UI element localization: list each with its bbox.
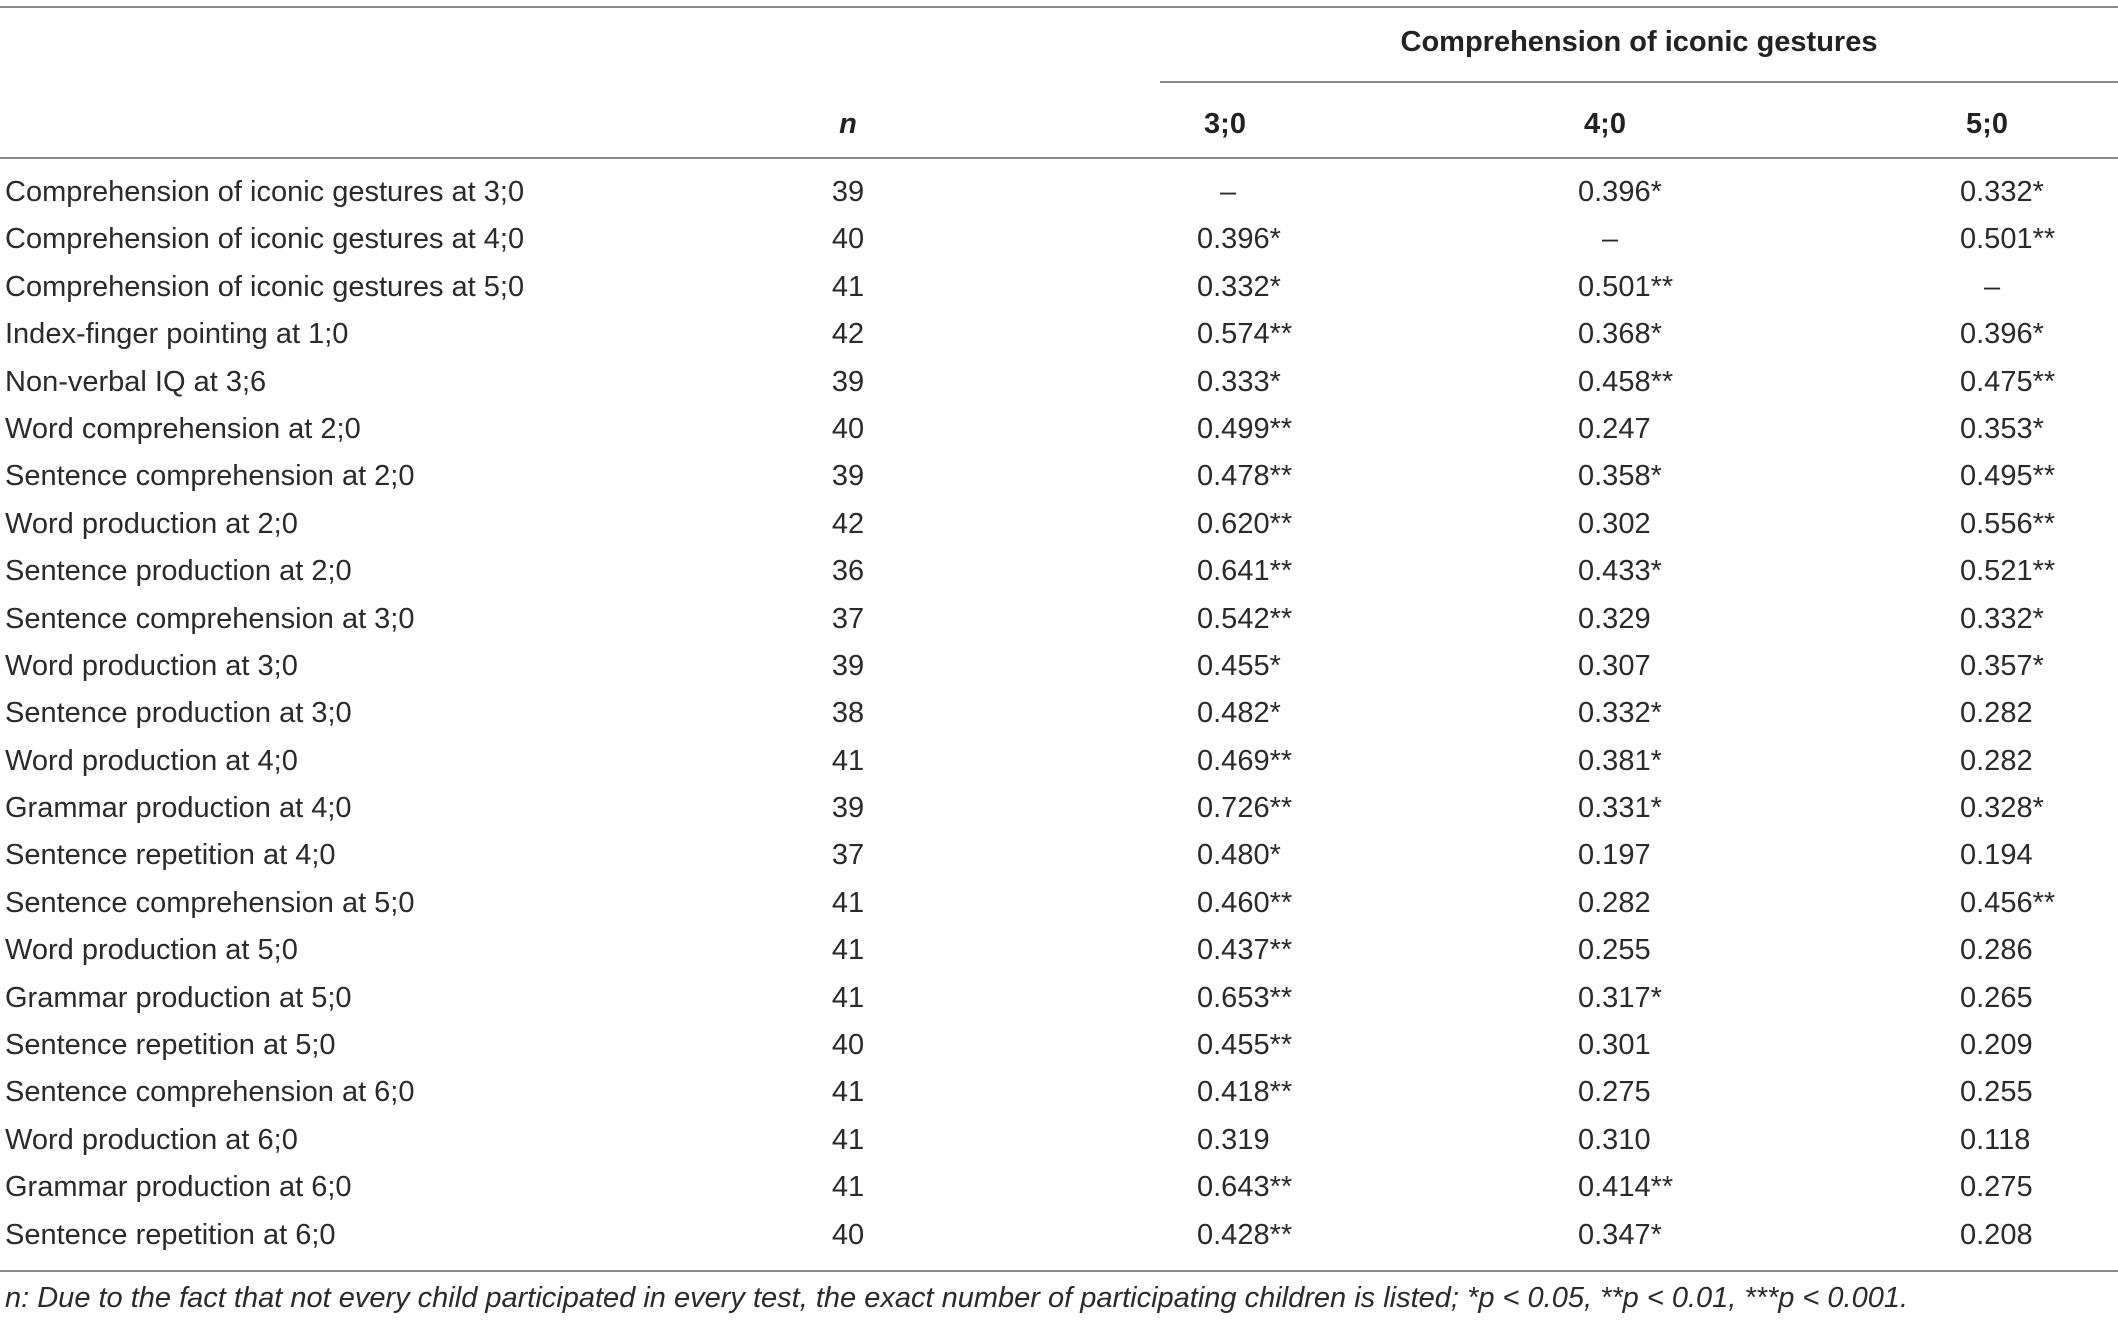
row-n-value: 41 [831, 270, 865, 303]
correlation-cell: 0.194 [1960, 839, 2033, 872]
row-label: Grammar production at 4;0 [5, 792, 352, 825]
row-n-value: 42 [831, 507, 865, 540]
table-top-rule [0, 6, 2118, 8]
correlation-cell: 0.437** [1197, 934, 1293, 967]
row-n-value: 40 [831, 412, 865, 445]
group-header: Comprehension of iconic gestures [1400, 26, 1878, 58]
correlation-cell: 0.368* [1578, 318, 1662, 351]
header-bottom-rule [0, 157, 2118, 159]
row-label: Grammar production at 5;0 [5, 981, 352, 1014]
correlation-cell: 0.319 [1197, 1123, 1270, 1156]
row-n-value: 39 [831, 792, 865, 825]
correlation-cell: 0.620** [1197, 507, 1293, 540]
row-n-value: 39 [831, 176, 865, 208]
row-n-value: 41 [831, 934, 865, 967]
row-n-value: 37 [831, 602, 865, 635]
correlation-cell: 0.275 [1960, 1171, 2033, 1204]
row-n-value: 39 [831, 460, 865, 493]
row-label: Word production at 5;0 [5, 934, 298, 967]
correlation-cell: 0.396* [1578, 176, 1662, 208]
correlation-cell: 0.332* [1578, 697, 1662, 730]
correlation-cell: 0.255 [1960, 1076, 2033, 1109]
table-row [0, 738, 2118, 785]
correlation-cell: 0.478** [1197, 460, 1293, 493]
row-n-value: 40 [831, 1218, 865, 1251]
table-row [0, 785, 2118, 832]
correlation-cell: 0.208 [1960, 1218, 2033, 1251]
row-label: Comprehension of iconic gestures at 3;0 [5, 176, 525, 208]
table-row [0, 406, 2118, 453]
row-n-value: 41 [831, 1171, 865, 1204]
correlation-cell: 0.329 [1578, 602, 1651, 635]
correlation-cell: 0.396* [1960, 318, 2044, 351]
table-row [0, 548, 2118, 595]
correlation-cell: 0.643** [1197, 1171, 1293, 1204]
correlation-cell: 0.265 [1960, 981, 2033, 1014]
column-header-5-0: 5;0 [1966, 108, 2008, 140]
correlation-cell: 0.414** [1578, 1171, 1674, 1204]
correlation-cell: 0.282 [1960, 697, 2033, 730]
correlation-cell: 0.197 [1578, 839, 1651, 872]
correlation-cell: 0.428** [1197, 1218, 1293, 1251]
correlation-cell: 0.521** [1960, 555, 2056, 588]
column-header-n: n [839, 108, 857, 140]
correlation-cell: 0.574** [1197, 318, 1293, 351]
table-row [0, 1212, 2118, 1259]
row-label: Grammar production at 6;0 [5, 1171, 352, 1204]
correlation-cell: 0.247 [1578, 412, 1651, 445]
correlation-cell: 0.353* [1960, 412, 2044, 445]
row-label: Word production at 4;0 [5, 744, 298, 777]
correlation-cell: 0.482* [1197, 697, 1281, 730]
row-label: Comprehension of iconic gestures at 4;0 [5, 223, 525, 256]
table-row [0, 1164, 2118, 1211]
table-row [0, 1117, 2118, 1164]
correlation-cell: 0.332* [1960, 602, 2044, 635]
row-label: Word comprehension at 2;0 [5, 412, 361, 445]
row-n-value: 41 [831, 1123, 865, 1156]
correlation-cell: 0.542** [1197, 602, 1293, 635]
table-row [0, 453, 2118, 500]
correlation-cell: 0.317* [1578, 981, 1662, 1014]
correlation-cell: 0.455** [1197, 1029, 1293, 1062]
row-label: Sentence repetition at 5;0 [5, 1029, 336, 1062]
correlation-cell: 0.495** [1960, 460, 2056, 493]
row-label: Word production at 2;0 [5, 507, 298, 540]
table-row [0, 975, 2118, 1022]
row-n-value: 41 [831, 886, 865, 919]
table-row [0, 832, 2118, 879]
correlation-cell: 0.275 [1578, 1076, 1651, 1109]
correlation-cell: 0.209 [1960, 1029, 2033, 1062]
correlation-cell: 0.480* [1197, 839, 1281, 872]
correlation-cell: 0.469** [1197, 744, 1293, 777]
row-label: Sentence production at 2;0 [5, 555, 352, 588]
row-n-value: 41 [831, 981, 865, 1014]
row-n-value: 39 [831, 649, 865, 682]
row-n-value: 40 [831, 223, 865, 256]
row-label: Sentence comprehension at 2;0 [5, 460, 415, 493]
correlation-cell: 0.347* [1578, 1218, 1662, 1251]
correlation-cell: – [1984, 270, 2001, 303]
correlation-cell: 0.460** [1197, 886, 1293, 919]
correlation-cell: 0.358* [1578, 460, 1662, 493]
table-row [0, 690, 2118, 737]
table-row [0, 1069, 2118, 1116]
column-header-4-0: 4;0 [1584, 108, 1626, 140]
correlation-cell: 0.255 [1578, 934, 1651, 967]
correlation-cell: 0.301 [1578, 1029, 1651, 1062]
correlation-cell: 0.396* [1197, 223, 1281, 256]
correlation-cell: 0.433* [1578, 555, 1662, 588]
row-n-value: 37 [831, 839, 865, 872]
row-n-value: 38 [831, 697, 865, 730]
correlation-cell: 0.641** [1197, 555, 1293, 588]
group-header-rule [1160, 81, 2118, 83]
correlation-cell: 0.499** [1197, 412, 1293, 445]
row-label: Sentence repetition at 4;0 [5, 839, 336, 872]
table-row [0, 596, 2118, 643]
table-row [0, 311, 2118, 358]
table-row [0, 501, 2118, 548]
row-n-value: 39 [831, 365, 865, 398]
table-body [0, 169, 2118, 1259]
correlation-cell: 0.331* [1578, 792, 1662, 825]
correlation-cell: 0.302 [1578, 507, 1651, 540]
row-n-value: 40 [831, 1029, 865, 1062]
row-label: Sentence comprehension at 3;0 [5, 602, 415, 635]
row-label: Sentence comprehension at 6;0 [5, 1076, 415, 1109]
row-label: Word production at 6;0 [5, 1123, 298, 1156]
correlation-cell: 0.333* [1197, 365, 1281, 398]
correlation-cell: 0.307 [1578, 649, 1651, 682]
row-label: Non-verbal IQ at 3;6 [5, 365, 267, 398]
correlation-cell: 0.286 [1960, 934, 2033, 967]
row-n-value: 36 [831, 555, 865, 588]
correlation-cell: 0.726** [1197, 792, 1293, 825]
correlation-cell: 0.556** [1960, 507, 2056, 540]
table-row [0, 643, 2118, 690]
correlation-cell: 0.653** [1197, 981, 1293, 1014]
row-n-value: 41 [831, 1076, 865, 1109]
correlation-cell: 0.332* [1960, 176, 2044, 208]
correlation-cell: 0.456** [1960, 886, 2056, 919]
table-row [0, 264, 2118, 311]
table-row [0, 359, 2118, 406]
correlation-cell: 0.418** [1197, 1076, 1293, 1109]
row-label: Index-finger pointing at 1;0 [5, 318, 349, 351]
table-row [0, 216, 2118, 263]
correlation-cell: 0.310 [1578, 1123, 1651, 1156]
correlation-cell: 0.118 [1960, 1123, 2031, 1156]
correlation-cell: 0.501** [1960, 223, 2056, 256]
table-footnote: n: Due to the fact that not every child participated in every test, the exact number of participating children is listed; *p < 0.05, **p < 0.01, ***p < 0.001. [5, 1282, 1909, 1314]
table-row [0, 880, 2118, 927]
row-n-value: 41 [831, 744, 865, 777]
correlation-cell: 0.357* [1960, 649, 2044, 682]
correlation-cell: 0.381* [1578, 744, 1662, 777]
correlation-cell: 0.475** [1960, 365, 2056, 398]
row-label: Sentence repetition at 6;0 [5, 1218, 336, 1251]
correlation-cell: 0.328* [1960, 792, 2044, 825]
row-label: Sentence comprehension at 5;0 [5, 886, 415, 919]
correlation-cell: – [1602, 223, 1619, 256]
correlation-cell: 0.332* [1197, 270, 1281, 303]
correlation-cell: 0.501** [1578, 270, 1674, 303]
correlation-cell: 0.458** [1578, 365, 1674, 398]
row-label: Word production at 3;0 [5, 649, 298, 682]
column-header-3-0: 3;0 [1204, 108, 1246, 140]
row-n-value: 42 [831, 318, 865, 351]
correlation-cell: 0.455* [1197, 649, 1281, 682]
table-bottom-rule [0, 1270, 2118, 1272]
table-row [0, 1022, 2118, 1069]
row-label: Sentence production at 3;0 [5, 697, 352, 730]
table-row [0, 927, 2118, 974]
correlation-cell: 0.282 [1960, 744, 2033, 777]
table-row [0, 169, 2118, 216]
correlation-cell: 0.282 [1578, 886, 1651, 919]
correlation-cell: – [1220, 176, 1237, 208]
row-label: Comprehension of iconic gestures at 5;0 [5, 270, 525, 303]
